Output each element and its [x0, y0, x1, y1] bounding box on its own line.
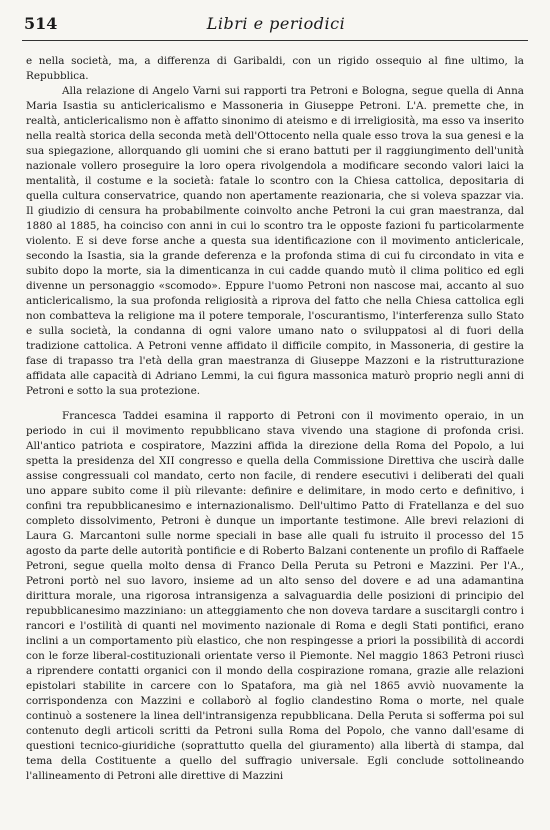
header-rule	[22, 40, 528, 41]
running-title: Libri e periodici	[206, 14, 346, 33]
page-header	[24, 14, 528, 40]
paragraph-isastia: Alla relazione di Angelo Varni sui rapporti tra Petroni e Bologna, segue quella di Anna Maria Isastia su anticlericalismo e Massoneria in Giuseppe Petroni. L'A. premette che, in realtà, anticlericalismo non è affatto sinonimo di ateismo e di irreligiosità, ma esso va inserito nella realtà storica della seconda metà dell'Ottocento nella quale esso trova la sua genesi e la sua spiegazione, allorquando gli uomini che si erano battuti per il raggiungimento dell'unità nazionale vollero proseguire la loro opera rivolgendola a modificare secondo valori laici la mentalità, il costume e la società: fatale lo scontro con la Chiesa cattolica, depositaria di quella cultura conservatrice, quando non apertamente reazionaria, che si voleva spazzar via. Il giudizio di censura ha probabilmente coinvolto anche Petroni la cui gran maestranza, dal 1880 al 1885, ha coinciso con anni in cui lo scontro tra le opposte fazioni fu particolarmente violento. E si deve forse anche a questa sua identificazione con il movimento anticlericale, secondo la Isastia, sia la grande deferenza e la profonda stima di cui fu circondato in vita e subito dopo la morte, sia la dimenticanza in cui cadde quando mutò il clima politico ed egli divenne un personaggio «scomodo». Eppure l'uomo Petroni non nascose mai, accanto al suo anticlericalismo, la sua profonda religiosità a riprova del fatto che nella Chiesa cattolica egli non combatteva la religione ma il potere temporale, l'oscurantismo, l'interferenza sullo Stato e sulla società, la condanna di ogni valore umano nato o sviluppatosi al di fuori della tradizione cattolica. A Petroni venne affidato il difficile compito, in Massoneria, di gestire la fase di trapasso tra l'età della gran maestranza di Giuseppe Mazzoni e la ristrutturazione affidata alle capacità di Adriano Lemmi, la cui figura massonica maturò proprio negli anni di Petroni e sotto la sua protezione.	[26, 85, 524, 397]
page-number: 514	[24, 14, 58, 33]
paragraph-continuation: e nella società, ma, a differenza di Garibaldi, con un rigido ossequio al fine ultimo, la Repubblica.	[26, 55, 524, 82]
paragraph-taddei: Francesca Taddei esamina il rapporto di Petroni con il movimento operaio, in un periodo in cui il movimento repubblicano stava vivendo una stagione di profonda crisi. All'antico patriota e cospiratore, Mazzini affida la direzione della Roma del Popolo, a lui spetta la presidenza del XII congresso e quella della Commissione Direttiva che uscirà dalle assise congressuali col mandato, certo non facile, di rendere esecutivi i deliberati del quali uno appare subito come il più rilevante: definire e delimitare, in modo certo e definitivo, i confini tra repubblicanesimo e internazionalismo. Dell'ultimo Patto di Fratellanza e del suo completo dissolvimento, Petroni è dunque un importante testimone. Alle brevi relazioni di Laura G. Marcantoni sulle norme speciali in base alle quali fu istruito il processo del 15 agosto da parte delle autorità pontificie e di Roberto Balzani contenente un profilo di Raffaele Petroni, segue quella molto densa di Franco Della Peruta su Petroni e Mazzini. Per l'A., Petroni portò nel suo lavoro, insieme ad un alto senso del dovere e ad una adamantina dirittura morale, una rigorosa intransigenza a salvaguardia delle posizioni di principio del repubblicanesimo mazziniano: un atteggiamento che non doveva tardare a suscitargli contro i rancori e l'ostilità di quanti nel movimento nazionale di Roma e degli Stati pontifici, erano inclini a un comportamento più elastico, che non respingesse a priori la possibilità di accordi con le forze liberal-costituzionali orientate verso il Piemonte. Nel maggio 1863 Petroni riuscì a riprendere contatti organici con il mondo della cospirazione romana, grazie alle relazioni epistolari stabilite in carcere con lo Spatafora, ma già nel 1865 avviò nuovamente la corrispondenza con Mazzini e collaborò al foglio clandestino Roma o morte, nel quale continuò a sostenere la linea dell'intransigenza repubblicana. Della Peruta si sofferma poi sul contenuto degli articoli scritti da Petroni sulla Roma del Popolo, che vanno dall'esame di questioni tecnico-giuridiche (soprattutto quella del giuramento) alla libertà di stampa, dal tema della Costituente a quello del suffragio universale. Egli conclude sottolineando l'allineamento di Petroni alle direttive di Mazzini	[26, 410, 524, 782]
body-text	[26, 54, 524, 784]
